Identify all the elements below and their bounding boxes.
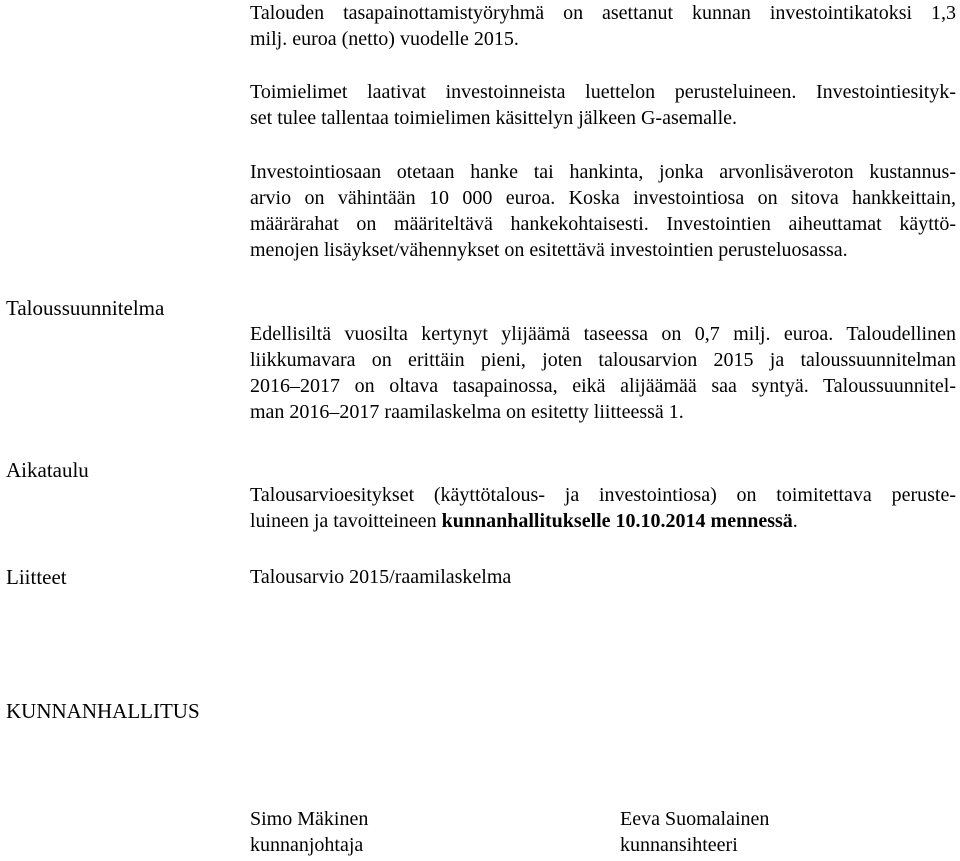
signature-1-title: kunnanjohtaja xyxy=(250,834,364,856)
financial-plan-paragraph xyxy=(250,321,956,425)
financial-plan-heading: Taloussuunnitelma xyxy=(6,296,165,320)
intro-line-2: milj. euroa (netto) vuodelle 2015. xyxy=(250,28,519,50)
signature-1-name: Simo Mäkinen xyxy=(250,808,369,830)
schedule-line-1: Talousarvioesitykset (käyttötalous- ja investointiosa) on toimitettava peruste- xyxy=(250,484,956,506)
investment-list-paragraph xyxy=(250,79,956,131)
attachments-text: Talousarvio 2015/raamilaskelma xyxy=(250,566,512,588)
attachments-heading: Liitteet xyxy=(6,565,67,589)
schedule-paragraph xyxy=(250,482,956,534)
intro-paragraph xyxy=(250,0,956,52)
signature-2-name: Eeva Suomalainen xyxy=(620,808,770,830)
investment-part-paragraph xyxy=(250,159,956,263)
schedule-deadline: kunnanhallitukselle 10.10.2014 mennessä xyxy=(441,510,793,532)
investment-part-line-4: menojen lisäykset/vähennykset on esitettävä investointien perusteluosassa. xyxy=(250,239,848,261)
financial-plan-line-4: man 2016–2017 raamilaskelma on esitetty liitteessä 1. xyxy=(250,401,684,423)
signature-1 xyxy=(250,806,368,858)
investment-list-line-1: Toimielimet laativat investoinneista luettelon perusteluineen. Investointiesityk- xyxy=(250,81,956,103)
schedule-line-2-end: . xyxy=(792,510,798,532)
investment-part-line-1: Investointiosaan otetaan hanke tai hankinta, jonka arvonlisäveroton kustannus- xyxy=(250,161,956,183)
board-heading: KUNNANHALLITUS xyxy=(6,699,200,723)
investment-part-line-2: arvio on vähintään 10 000 euroa. Koska investointiosa on sitova hankkeittain, xyxy=(250,187,956,209)
intro-line-1: Talouden tasapainottamistyöryhmä on asettanut kunnan investointikatoksi 1,3 xyxy=(250,2,956,24)
signature-2-title: kunnansihteeri xyxy=(620,834,738,856)
financial-plan-line-1: Edellisiltä vuosilta kertynyt ylijäämä taseessa on 0,7 milj. euroa. Taloudellinen xyxy=(250,323,956,345)
schedule-line-2-text: luineen ja tavoitteineen xyxy=(250,510,442,532)
signature-2 xyxy=(620,806,769,858)
schedule-line-2 xyxy=(250,508,956,534)
investment-part-line-3: määrärahat on määriteltävä hankekohtaisesti. Investointien aiheuttamat käyttö- xyxy=(250,213,956,235)
investment-list-line-2: set tulee tallentaa toimielimen käsittelyn jälkeen G-asemalle. xyxy=(250,107,738,129)
financial-plan-line-3: 2016–2017 on oltava tasapainossa, eikä alijäämää saa syntyä. Taloussuunnitel- xyxy=(250,375,956,397)
schedule-heading: Aikataulu xyxy=(6,458,89,482)
attachments-paragraph xyxy=(250,564,956,590)
financial-plan-line-2: liikkumavara on erittäin pieni, joten talousarvion 2015 ja taloussuunnitelman xyxy=(250,349,956,371)
